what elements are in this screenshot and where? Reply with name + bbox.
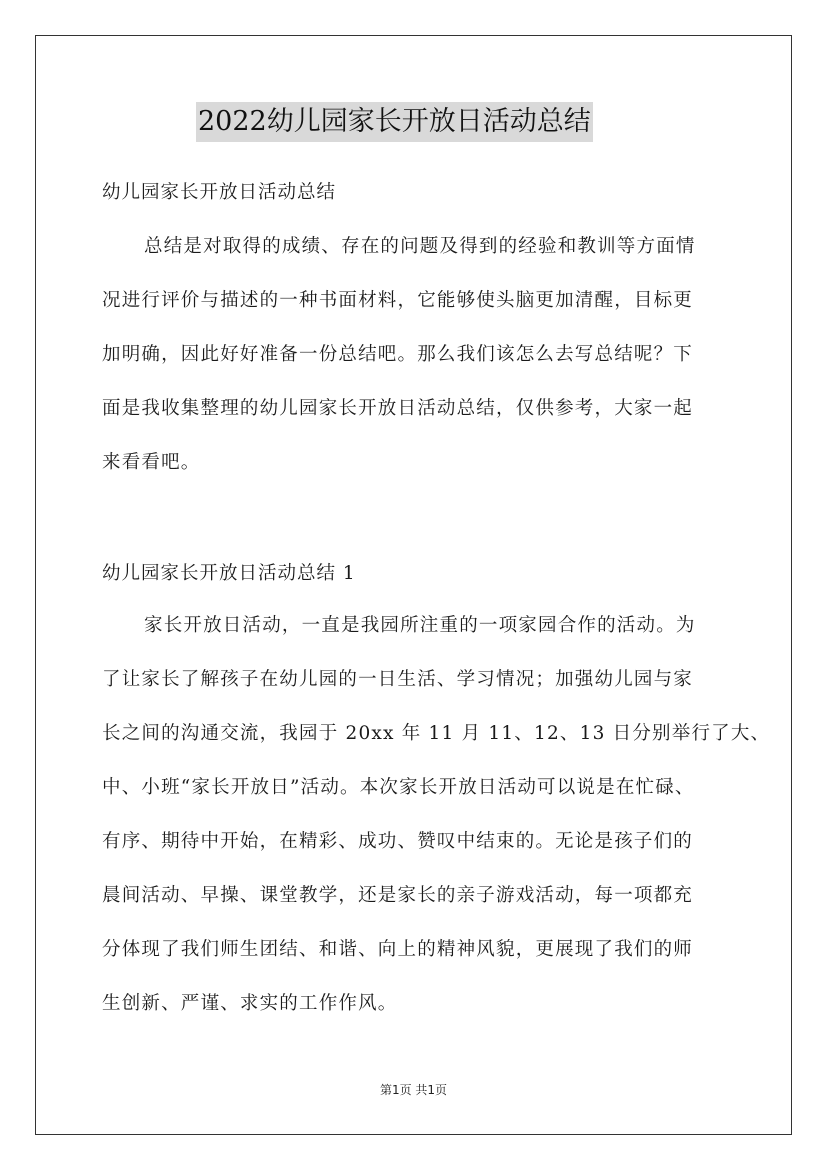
- section-1-line: 有序、期待中开始，在精彩、成功、赞叹中结束的。无论是孩子们的: [102, 831, 694, 852]
- section-1-heading: 幼儿园家长开放日活动总结 1: [102, 563, 356, 584]
- section-1-line: 长之间的沟通交流，我园于 20xx 年 11 月 11、12、13 日分别举行了大、: [102, 723, 771, 744]
- section-1-line: 生创新、严谨、求实的工作作风。: [102, 993, 398, 1014]
- intro-line: 况进行评价与描述的一种书面材料，它能够使头脑更加清醒，目标更: [102, 290, 694, 311]
- section-1-line: 了让家长了解孩子在幼儿园的一日生活、学习情况；加强幼儿园与家: [102, 669, 694, 690]
- page-footer: 第1页 共1页: [379, 1083, 448, 1097]
- intro-line: 总结是对取得的成绩、存在的问题及得到的经验和教训等方面情: [144, 236, 696, 257]
- document-title: 2022幼儿园家长开放日活动总结: [196, 102, 593, 142]
- intro-paragraph: [102, 220, 726, 490]
- intro-line: 来看看吧。: [102, 452, 201, 473]
- document-subtitle: 幼儿园家长开放日活动总结: [102, 182, 337, 203]
- intro-line: 加明确，因此好好准备一份总结吧。那么我们该怎么去写总结呢？下: [102, 344, 694, 365]
- intro-line: 面是我收集整理的幼儿园家长开放日活动总结，仅供参考，大家一起: [102, 398, 694, 419]
- section-1-line: 中、小班“家长开放日”活动。本次家长开放日活动可以说是在忙碌、: [102, 777, 695, 798]
- section-1-paragraph: [102, 599, 771, 1031]
- section-1-line: 晨间活动、早操、课堂教学，还是家长的亲子游戏活动，每一项都充: [102, 885, 694, 906]
- section-1-line: 家长开放日活动，一直是我园所注重的一项家园合作的活动。为: [144, 615, 696, 636]
- section-1-line: 分体现了我们师生团结、和谐、向上的精神风貌，更展现了我们的师: [102, 939, 694, 960]
